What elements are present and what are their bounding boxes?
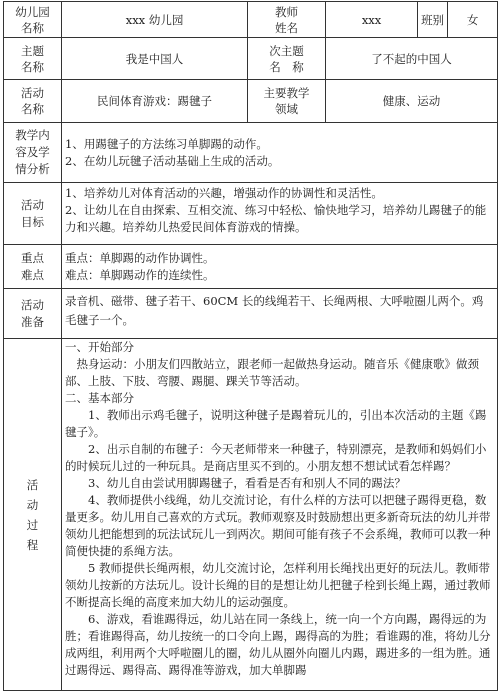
- activity-name-value: 民间体育游戏：踢毽子: [62, 80, 248, 123]
- teaching-domain-label-line1: 主要教学: [263, 86, 310, 100]
- goals-label-line1: 活动: [21, 197, 44, 212]
- process-label-char: 过: [26, 517, 39, 532]
- teacher-value: xxx: [326, 2, 418, 38]
- teacher-label: [248, 2, 326, 38]
- goal-line: 2、让幼儿在自由探索、互相交流、练习中轻松、愉快地学习，培养幼儿踢毽子的能力和兴趣。培养幼儿热爱民间体育游戏的情操。: [65, 203, 487, 234]
- kindergarten-label: [4, 2, 62, 38]
- key-points-row: [4, 245, 498, 289]
- content-label-line1: 教学内: [15, 128, 50, 142]
- main-theme-label-line1: 主题: [21, 43, 44, 58]
- preparation-text: [62, 289, 498, 339]
- main-theme-label-line2: 名称: [21, 59, 44, 74]
- preparation-label-line1: 活动: [21, 297, 44, 312]
- main-theme-label: [4, 38, 62, 80]
- class-label: 班别: [418, 2, 448, 38]
- preparation-row: [4, 289, 498, 339]
- process-paragraph: 2、出示自制的布毽子：今天老师带来一种毽子，特别漂亮，是教师和妈妈们小的时候玩儿过的一种玩具。是商店里买不到的。小朋友想不想试试看怎样踢？: [65, 442, 487, 473]
- teacher-label-line1: 教师: [275, 4, 299, 19]
- teaching-domain-label-line2: 领域: [275, 102, 299, 116]
- goals-row: [4, 183, 498, 245]
- lesson-plan-table: [3, 1, 498, 691]
- process-paragraph: 热身运动：小朋友们四散站立，跟老师一起做热身运动。随音乐《健康歌》做颈部、上肢、下肢、弯腰、踢腿、踝关节等活动。: [65, 357, 479, 388]
- preparation-label: [4, 289, 62, 339]
- content-line: 1、用踢毽子的方法练习单脚踢的动作。: [65, 136, 268, 151]
- header-row: [4, 2, 498, 38]
- process-paragraph: 二、基本部分: [65, 391, 134, 405]
- activity-row: [4, 80, 498, 123]
- process-text: [62, 339, 498, 691]
- goals-label-line2: 目标: [21, 214, 44, 229]
- content-line: 2、在幼儿玩毽子活动基础上生成的活动。: [65, 153, 280, 168]
- content-label-line3: 情分析: [15, 162, 50, 176]
- process-label: [4, 339, 62, 691]
- teaching-domain-value: 健康、运动: [326, 80, 498, 123]
- process-paragraph: 3、幼儿自由尝试用脚踢毽子，看看是否有和别人不同的踢法？: [88, 476, 406, 490]
- activity-name-label: [4, 80, 62, 123]
- process-paragraph: 4、教师提供小线绳，幼儿交流讨论，有什么样的方法可以把毽子踢得更稳，数量更多。幼儿用自己喜欢的方式玩。教师观察及时鼓励想出更多新奇玩法的幼儿并带领幼儿把能想到的玩法试玩儿一到两次。期间可能有孩子不会系绳，教师可以教一种简便快捷的系绳方法。: [65, 493, 491, 558]
- difficult-point-line: 难点：单脚踢动作的连续性。: [65, 267, 215, 282]
- process-paragraph: 5 教师提供长绳两根，幼儿交流讨论，怎样利用长绳找出更好的玩法儿。教师带领幼儿按新的方法玩儿。设计长绳的目的是想让幼儿把毽子栓到长绳上踢，通过教师不断提高长绳的高度来加大幼儿的运动强度。: [65, 561, 491, 609]
- sub-theme-label-line2: 名 称: [269, 59, 304, 74]
- sub-theme-label-line1: 次主题: [269, 43, 304, 58]
- process-label-char: 程: [26, 537, 39, 552]
- content-label-line2: 容及学: [15, 145, 50, 159]
- sub-theme-value: 了不起的中国人: [326, 38, 498, 80]
- key-point-line: 重点：单脚踢的动作协调性。: [65, 250, 215, 265]
- theme-row: [4, 38, 498, 80]
- content-row: [4, 123, 498, 183]
- main-theme-value: 我是中国人: [62, 38, 248, 80]
- process-paragraph: 6、游戏，看谁踢得远，幼儿站在同一条线上，统一向一个方向踢，踢得远的为胜；看谁踢得高，幼儿按统一的口令向上踢，踢得高的为胜；看谁踢的准，将幼儿分成两组，利用两个大呼啦圈儿的圈，幼儿从圈外向圈儿内踢，踢进多的一组为胜。通过踢得远、踢得高、踢得准等游戏，加大单脚踢: [65, 612, 491, 677]
- kindergarten-label-line2: 名称: [21, 20, 44, 35]
- kindergarten-label-line1: 幼儿园: [15, 4, 50, 19]
- teaching-domain-label: [248, 80, 326, 123]
- key-points-label: [4, 245, 62, 289]
- activity-name-label-line1: 活动: [21, 86, 44, 100]
- class-value: 女: [448, 2, 498, 38]
- key-points-label-line1: 重点: [21, 250, 44, 265]
- process-paragraph: 1、教师出示鸡毛毽子，说明这种毽子是踢着玩儿的，引出本次活动的主题《踢毽子》。: [65, 408, 487, 439]
- key-points-label-line2: 难点: [21, 267, 44, 282]
- content-analysis-text: [62, 123, 498, 183]
- process-row: [4, 339, 498, 691]
- goals-text: [62, 183, 498, 245]
- process-label-char: 动: [26, 497, 39, 512]
- goal-line: 1、培养幼儿对体育活动的兴趣，增强动作的协调性和灵活性。: [65, 186, 383, 200]
- process-paragraph: 一、开始部分: [65, 340, 134, 354]
- goals-label: [4, 183, 62, 245]
- key-points-text: [62, 245, 498, 289]
- preparation-line: 录音机、磁带、毽子若干、60CM 长的线绳若干、长绳两根、大呼啦圈儿两个。鸡毛毽子一个。: [65, 294, 484, 327]
- sub-theme-label: [248, 38, 326, 80]
- process-label-char: 活: [26, 477, 39, 492]
- kindergarten-value: xxx 幼儿园: [62, 2, 248, 38]
- content-analysis-label: [4, 123, 62, 183]
- teacher-label-line2: 姓名: [275, 20, 299, 35]
- activity-name-label-line2: 名称: [21, 102, 44, 116]
- preparation-label-line2: 准备: [21, 314, 44, 329]
